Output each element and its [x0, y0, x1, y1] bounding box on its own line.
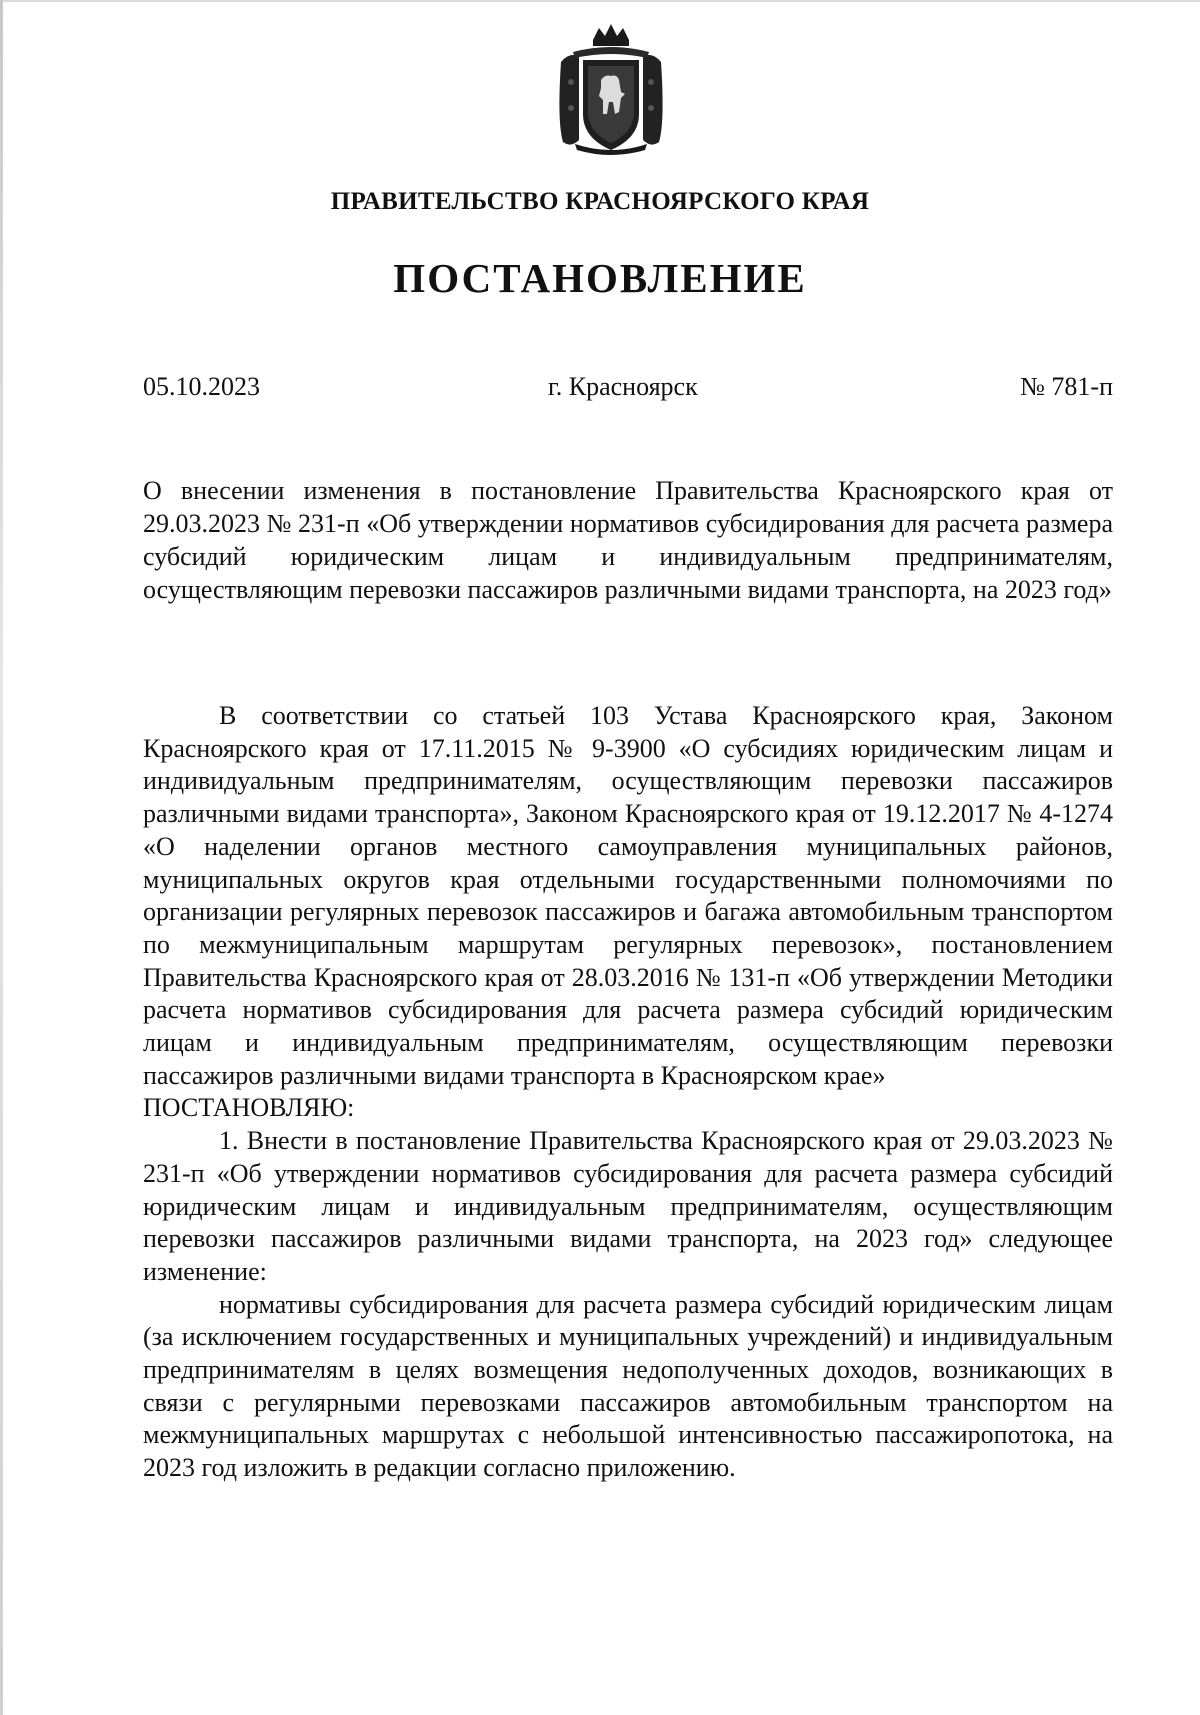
document-body	[143, 700, 1113, 1485]
document-city: г. Красноярск	[548, 372, 698, 401]
document-subject: О внесении изменения в постановление Правительства Красноярского края от 29.03.2023 № 231-п «Об утверждении нормативов субсидирования для расчета размера субсидий юридическим лицам и индивидуальным предпринимателям, осуществляющим перевозки пассажиров различными видами транспорта, на 2023 год»	[143, 476, 1113, 604]
item-1-text-paragraph: нормативы субсидирования для расчета размера субсидий юридическим лицам (за исключением государственных и муниципальных учреждений) и индивидуальным предпринимателям в целях возмещения недополученных доходов, возникающих в связи с регулярными перевозками пассажиров автомобильным транспортом на межмуниципальных маршрутах с небольшой интенсивностью пассажиропотока, на 2023 год изложить в редакции согласно приложению.	[143, 1289, 1113, 1483]
scan-edge-top	[0, 0, 1200, 2]
document-meta-row	[143, 372, 1113, 408]
preamble-paragraph: В соответствии со статьей 103 Устава Красноярского края, Законом Красноярского края от 17.11.2015 № 9-3900 «О субсидиях юридическим лицам и индивидуальным предпринимателям, осуществляющим перевозки пассажиров различными видами транспорта», Законом Красноярского края от 19.12.2017 № 4-1274 «О наделении органов местного самоуправления муниципальных районов, муниципальных округов края отдельными государственными полномочиями по организации регулярных перевозок пассажиров и багажа автомобильным транспортом по межмуниципальным маршрутам регулярных перевозок», постановлением Правительства Красноярского края от 28.03.2016 № 131-п «Об утверждении Методики расчета нормативов субсидирования для расчета размера субсидий юридическим лицам и индивидуальным предпринимателям, осуществляющим перевозки пассажиров различными видами транспорта в Красноярском крае»	[143, 701, 1113, 1090]
coat-of-arms-icon	[555, 22, 667, 158]
decree-word: ПОСТАНОВЛЯЮ:	[143, 1093, 355, 1123]
item-1-paragraph: 1. Внести в постановление Правительства Красноярского края от 29.03.2023 № 231-п «Об утверждении нормативов субсидирования для расчета размера субсидий юридическим лицам и индивидуальным предпринимателям, осуществляющим перевозки пассажиров различными видами транспорта, на 2023 год» следующее изменение:	[143, 1126, 1113, 1286]
document-date: 05.10.2023	[143, 372, 260, 401]
organization-name: ПРАВИТЕЛЬСТВО КРАСНОЯРСКОГО КРАЯ	[330, 188, 870, 215]
document-number: № 781-п	[1020, 372, 1113, 401]
document-type-title: ПОСТАНОВЛЕНИЕ	[393, 255, 807, 301]
